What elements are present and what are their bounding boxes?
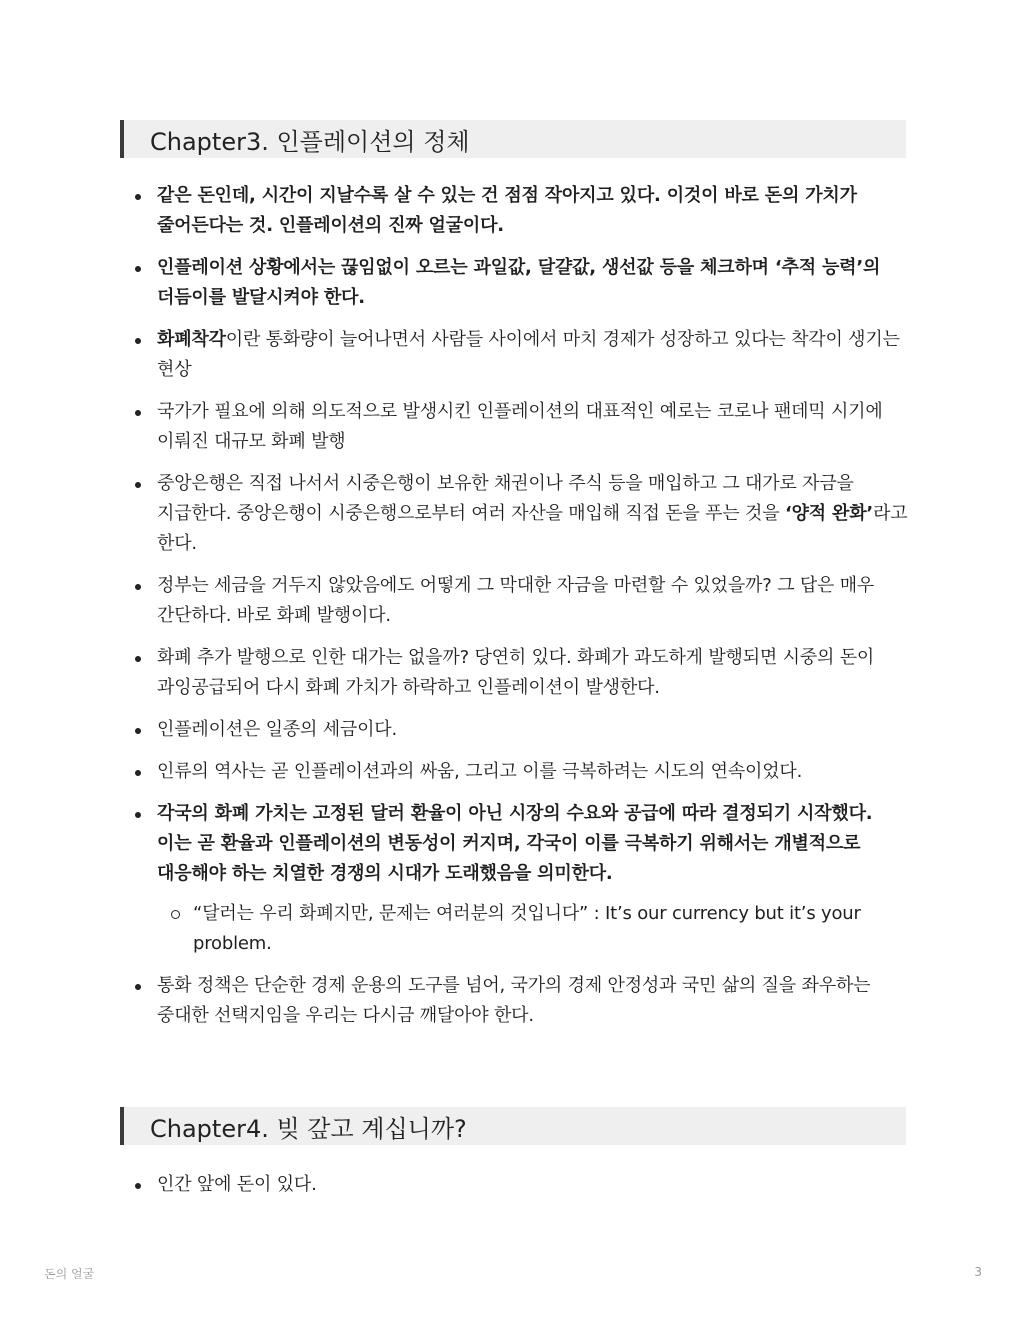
list-item (157, 469, 909, 559)
footer-book-title: 돈의 얼굴 (44, 1267, 95, 1281)
list-item: 인류의 역사는 곧 인플레이션과의 싸움, 그리고 이를 극복하려는 시도의 연속이었다. (157, 757, 909, 787)
term-bold: ‘양적 완화’ (784, 503, 874, 524)
list-item-text: 중앙은행은 직접 나서서 시중은행이 보유한 채권이나 주식 등을 매입하고 그 대가로 자금을 지급한다. 중앙은행이 시중은행으로부터 여러 자산을 매입해 직접 돈을 푸는 것을 (157, 473, 854, 524)
footer-page-number: 3 (974, 1265, 982, 1279)
chapter3-bullet-list (157, 181, 909, 1043)
term-bold: 화폐착각 (157, 329, 226, 350)
sub-list-item: “달러는 우리 화폐지만, 문제는 여러분의 것입니다” : It’s our currency but it’s your problem. (193, 899, 909, 959)
list-item: 같은 돈인데, 시간이 지날수록 살 수 있는 건 점점 작아지고 있다. 이것이 바로 돈의 가치가 줄어든다는 것. 인플레이션의 진짜 얼굴이다. (157, 181, 909, 241)
list-item: 인간 앞에 돈이 있다. (157, 1170, 909, 1200)
list-item (157, 325, 909, 385)
chapter3-heading (120, 120, 906, 158)
list-item (157, 799, 909, 959)
chapter4-title: Chapter4. 빚 갚고 계십니까? (150, 1114, 467, 1143)
list-item-text: 이란 통화량이 늘어나면서 사람들 사이에서 마치 경제가 성장하고 있다는 착각이 생기는 현상 (157, 329, 900, 380)
list-item: 인플레이션은 일종의 세금이다. (157, 715, 909, 745)
list-item: 정부는 세금을 거두지 않았음에도 어떻게 그 막대한 자금을 마련할 수 있었을까? 그 답은 매우 간단하다. 바로 화폐 발행이다. (157, 571, 909, 631)
sub-bullet-list (193, 899, 909, 959)
list-item: 인플레이션 상황에서는 끊임없이 오르는 과일값, 달걀값, 생선값 등을 체크하며 ‘추적 능력’의 더듬이를 발달시켜야 한다. (157, 253, 909, 313)
chapter4-heading (120, 1107, 906, 1145)
list-item: 국가가 필요에 의해 의도적으로 발생시킨 인플레이션의 대표적인 예로는 코로나 팬데믹 시기에 이뤄진 대규모 화폐 발행 (157, 397, 909, 457)
list-item: 통화 정책은 단순한 경제 운용의 도구를 넘어, 국가의 경제 안정성과 국민 삶의 질을 좌우하는 중대한 선택지임을 우리는 다시금 깨달아야 한다. (157, 971, 909, 1031)
list-item: 화폐 추가 발행으로 인한 대가는 없을까? 당연히 있다. 화폐가 과도하게 발행되면 시중의 돈이 과잉공급되어 다시 화폐 가치가 하락하고 인플레이션이 발생한다. (157, 643, 909, 703)
list-item-text: 라고 한다. (157, 503, 908, 554)
chapter3-title: Chapter3. 인플레이션의 정체 (150, 127, 470, 156)
chapter4-bullet-list (157, 1170, 909, 1212)
list-item-text: 각국의 화폐 가치는 고정된 달러 환율이 아닌 시장의 수요와 공급에 따라 결정되기 시작했다. 이는 곧 환율과 인플레이션의 변동성이 커지며, 각국이 이를 극복하기 위해서는 개별적으로 대응해야 하는 치열한 경쟁의 시대가 도래했음을 의미한다. (157, 803, 873, 884)
